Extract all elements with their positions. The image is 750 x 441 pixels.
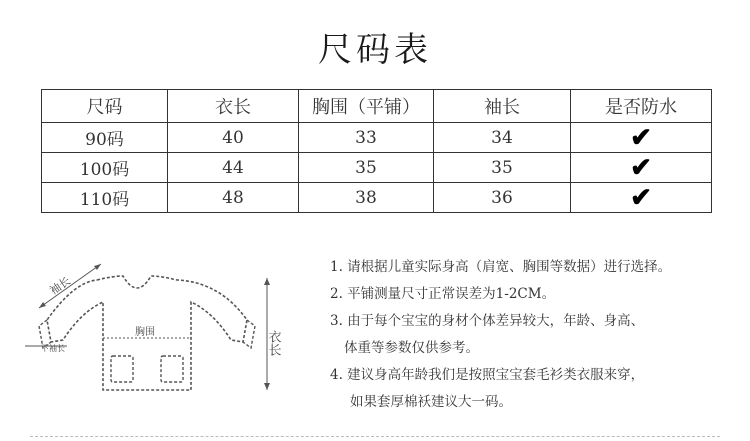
left-pocket [111,356,133,382]
cell-sleeve: 35 [434,153,571,183]
header-sleeve: 袖长 [434,90,571,123]
cell-chest: 35 [299,153,434,183]
table-row [42,123,712,153]
right-pocket [161,356,183,382]
cell-waterproof [571,123,712,153]
note-item: 4. 建议身高年龄我们是按照宝宝套毛衫类衣服来穿， [330,367,645,383]
note-item: 1. 请根据儿童实际身高（肩宽、胸围等数据）进行选择。 [330,259,672,275]
cell-chest: 38 [299,183,434,213]
header-chest: 胸围（平铺） [299,90,434,123]
cell-sleeve: 34 [434,123,571,153]
header-size: 尺码 [42,90,168,123]
checkmark-icon: ✔ [630,152,652,183]
table-row [42,153,712,183]
cell-waterproof [571,153,712,183]
cell-size: 110码 [42,183,168,213]
size-table [41,89,712,213]
smock-measurement-diagram [15,250,285,410]
checkmark-icon: ✔ [630,182,652,213]
checkmark-icon: ✔ [630,122,652,153]
cell-chest: 33 [299,123,434,153]
note-item: 如果套厚棉袄建议大一码。 [350,394,512,410]
chest-label: 胸围 [135,327,155,338]
note-item: 2. 平铺测量尺寸正常误差为1-2CM。 [330,286,556,302]
note-item: 3. 由于每个宝宝的身材个体差异较大，年龄、身高、 [330,313,645,329]
cell-length: 44 [168,153,299,183]
note-item: 体重等参数仅供参考。 [344,340,479,356]
divider [30,436,720,437]
table-header-row [42,90,712,123]
cell-length: 40 [168,123,299,153]
sleeve-length-label: 袖长 [47,274,73,298]
table-row [42,183,712,213]
body-length-label: 衣长 [265,330,281,356]
right-cuff [243,320,255,348]
cell-size: 90码 [42,123,168,153]
cell-sleeve: 36 [434,183,571,213]
cell-length: 48 [168,183,299,213]
page-title: 尺码表 [318,30,432,70]
cell-waterproof [571,183,712,213]
notes-list [330,254,730,416]
lower-sleeve-label: 下袖长 [41,344,65,353]
cell-size: 100码 [42,153,168,183]
header-waterproof: 是否防水 [571,90,712,123]
header-length: 衣长 [168,90,299,123]
